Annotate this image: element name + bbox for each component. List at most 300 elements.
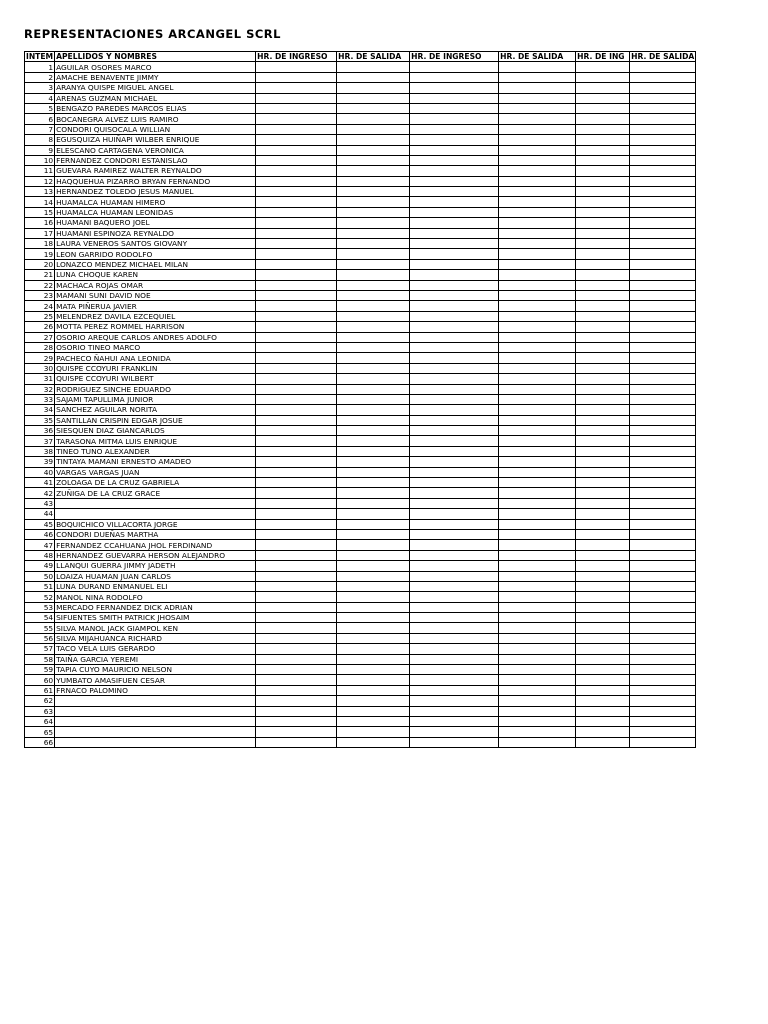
time-cell[interactable]	[256, 696, 337, 706]
time-cell[interactable]	[499, 696, 576, 706]
time-cell[interactable]	[256, 571, 337, 581]
time-cell[interactable]	[337, 228, 410, 238]
time-cell[interactable]	[576, 737, 630, 747]
time-cell[interactable]	[499, 166, 576, 176]
time-cell[interactable]	[337, 675, 410, 685]
time-cell[interactable]	[499, 207, 576, 217]
time-cell[interactable]	[576, 249, 630, 259]
time-cell[interactable]	[337, 633, 410, 643]
time-cell[interactable]	[499, 353, 576, 363]
time-cell[interactable]	[256, 737, 337, 747]
time-cell[interactable]	[410, 374, 499, 384]
time-cell[interactable]	[499, 717, 576, 727]
time-cell[interactable]	[256, 498, 337, 508]
time-cell[interactable]	[337, 436, 410, 446]
time-cell[interactable]	[576, 592, 630, 602]
time-cell[interactable]	[410, 498, 499, 508]
time-cell[interactable]	[410, 218, 499, 228]
time-cell[interactable]	[410, 363, 499, 373]
time-cell[interactable]	[576, 145, 630, 155]
time-cell[interactable]	[337, 166, 410, 176]
time-cell[interactable]	[499, 467, 576, 477]
time-cell[interactable]	[410, 249, 499, 259]
time-cell[interactable]	[410, 426, 499, 436]
time-cell[interactable]	[576, 540, 630, 550]
time-cell[interactable]	[499, 270, 576, 280]
time-cell[interactable]	[630, 72, 696, 82]
time-cell[interactable]	[256, 135, 337, 145]
time-cell[interactable]	[410, 457, 499, 467]
time-cell[interactable]	[576, 280, 630, 290]
time-cell[interactable]	[256, 706, 337, 716]
time-cell[interactable]	[499, 737, 576, 747]
time-cell[interactable]	[499, 509, 576, 519]
time-cell[interactable]	[410, 509, 499, 519]
time-cell[interactable]	[410, 83, 499, 93]
time-cell[interactable]	[337, 290, 410, 300]
time-cell[interactable]	[499, 457, 576, 467]
time-cell[interactable]	[410, 467, 499, 477]
time-cell[interactable]	[576, 322, 630, 332]
time-cell[interactable]	[630, 166, 696, 176]
time-cell[interactable]	[630, 623, 696, 633]
time-cell[interactable]	[499, 550, 576, 560]
time-cell[interactable]	[337, 405, 410, 415]
time-cell[interactable]	[337, 374, 410, 384]
time-cell[interactable]	[630, 155, 696, 165]
time-cell[interactable]	[630, 270, 696, 280]
time-cell[interactable]	[410, 488, 499, 498]
time-cell[interactable]	[630, 529, 696, 539]
time-cell[interactable]	[499, 322, 576, 332]
time-cell[interactable]	[256, 384, 337, 394]
time-cell[interactable]	[576, 301, 630, 311]
time-cell[interactable]	[337, 727, 410, 737]
time-cell[interactable]	[576, 426, 630, 436]
time-cell[interactable]	[410, 519, 499, 529]
time-cell[interactable]	[410, 322, 499, 332]
time-cell[interactable]	[576, 197, 630, 207]
time-cell[interactable]	[499, 124, 576, 134]
time-cell[interactable]	[337, 529, 410, 539]
time-cell[interactable]	[499, 62, 576, 72]
time-cell[interactable]	[499, 675, 576, 685]
time-cell[interactable]	[337, 332, 410, 342]
time-cell[interactable]	[630, 249, 696, 259]
time-cell[interactable]	[256, 280, 337, 290]
time-cell[interactable]	[630, 706, 696, 716]
time-cell[interactable]	[410, 446, 499, 456]
time-cell[interactable]	[256, 561, 337, 571]
time-cell[interactable]	[576, 685, 630, 695]
time-cell[interactable]	[499, 405, 576, 415]
time-cell[interactable]	[630, 62, 696, 72]
time-cell[interactable]	[630, 519, 696, 529]
time-cell[interactable]	[337, 706, 410, 716]
time-cell[interactable]	[256, 145, 337, 155]
time-cell[interactable]	[256, 602, 337, 612]
time-cell[interactable]	[410, 561, 499, 571]
time-cell[interactable]	[256, 394, 337, 404]
time-cell[interactable]	[630, 457, 696, 467]
time-cell[interactable]	[499, 665, 576, 675]
time-cell[interactable]	[337, 207, 410, 217]
time-cell[interactable]	[337, 311, 410, 321]
time-cell[interactable]	[256, 124, 337, 134]
time-cell[interactable]	[410, 155, 499, 165]
time-cell[interactable]	[576, 103, 630, 113]
time-cell[interactable]	[499, 301, 576, 311]
time-cell[interactable]	[499, 581, 576, 591]
time-cell[interactable]	[499, 259, 576, 269]
time-cell[interactable]	[337, 561, 410, 571]
time-cell[interactable]	[630, 665, 696, 675]
time-cell[interactable]	[576, 374, 630, 384]
time-cell[interactable]	[576, 436, 630, 446]
time-cell[interactable]	[337, 737, 410, 747]
time-cell[interactable]	[410, 176, 499, 186]
time-cell[interactable]	[337, 540, 410, 550]
time-cell[interactable]	[410, 717, 499, 727]
time-cell[interactable]	[630, 135, 696, 145]
time-cell[interactable]	[576, 727, 630, 737]
time-cell[interactable]	[630, 83, 696, 93]
time-cell[interactable]	[630, 290, 696, 300]
time-cell[interactable]	[576, 644, 630, 654]
time-cell[interactable]	[499, 394, 576, 404]
time-cell[interactable]	[630, 415, 696, 425]
time-cell[interactable]	[256, 72, 337, 82]
time-cell[interactable]	[256, 83, 337, 93]
time-cell[interactable]	[410, 675, 499, 685]
time-cell[interactable]	[410, 665, 499, 675]
time-cell[interactable]	[576, 342, 630, 352]
time-cell[interactable]	[576, 550, 630, 560]
time-cell[interactable]	[630, 394, 696, 404]
time-cell[interactable]	[256, 675, 337, 685]
time-cell[interactable]	[410, 270, 499, 280]
time-cell[interactable]	[576, 207, 630, 217]
time-cell[interactable]	[410, 93, 499, 103]
time-cell[interactable]	[499, 654, 576, 664]
time-cell[interactable]	[630, 114, 696, 124]
time-cell[interactable]	[499, 363, 576, 373]
time-cell[interactable]	[256, 467, 337, 477]
time-cell[interactable]	[576, 93, 630, 103]
time-cell[interactable]	[576, 62, 630, 72]
time-cell[interactable]	[410, 207, 499, 217]
time-cell[interactable]	[630, 176, 696, 186]
time-cell[interactable]	[630, 467, 696, 477]
time-cell[interactable]	[576, 83, 630, 93]
time-cell[interactable]	[499, 613, 576, 623]
time-cell[interactable]	[337, 218, 410, 228]
time-cell[interactable]	[630, 426, 696, 436]
time-cell[interactable]	[337, 644, 410, 654]
time-cell[interactable]	[499, 706, 576, 716]
time-cell[interactable]	[337, 353, 410, 363]
time-cell[interactable]	[410, 696, 499, 706]
time-cell[interactable]	[576, 623, 630, 633]
time-cell[interactable]	[410, 239, 499, 249]
time-cell[interactable]	[337, 62, 410, 72]
time-cell[interactable]	[337, 259, 410, 269]
time-cell[interactable]	[256, 155, 337, 165]
time-cell[interactable]	[410, 145, 499, 155]
time-cell[interactable]	[630, 280, 696, 290]
time-cell[interactable]	[256, 644, 337, 654]
time-cell[interactable]	[576, 571, 630, 581]
time-cell[interactable]	[499, 727, 576, 737]
time-cell[interactable]	[576, 706, 630, 716]
time-cell[interactable]	[576, 519, 630, 529]
time-cell[interactable]	[576, 290, 630, 300]
time-cell[interactable]	[576, 509, 630, 519]
time-cell[interactable]	[410, 114, 499, 124]
time-cell[interactable]	[630, 675, 696, 685]
time-cell[interactable]	[576, 124, 630, 134]
time-cell[interactable]	[499, 644, 576, 654]
time-cell[interactable]	[630, 540, 696, 550]
time-cell[interactable]	[630, 602, 696, 612]
time-cell[interactable]	[256, 342, 337, 352]
time-cell[interactable]	[256, 405, 337, 415]
time-cell[interactable]	[576, 363, 630, 373]
time-cell[interactable]	[256, 415, 337, 425]
time-cell[interactable]	[499, 571, 576, 581]
time-cell[interactable]	[499, 176, 576, 186]
time-cell[interactable]	[337, 509, 410, 519]
time-cell[interactable]	[410, 342, 499, 352]
time-cell[interactable]	[410, 550, 499, 560]
time-cell[interactable]	[576, 478, 630, 488]
time-cell[interactable]	[256, 93, 337, 103]
time-cell[interactable]	[337, 685, 410, 695]
time-cell[interactable]	[256, 176, 337, 186]
time-cell[interactable]	[630, 322, 696, 332]
time-cell[interactable]	[256, 665, 337, 675]
time-cell[interactable]	[337, 581, 410, 591]
time-cell[interactable]	[337, 426, 410, 436]
time-cell[interactable]	[630, 301, 696, 311]
time-cell[interactable]	[630, 145, 696, 155]
time-cell[interactable]	[256, 488, 337, 498]
time-cell[interactable]	[576, 498, 630, 508]
time-cell[interactable]	[576, 394, 630, 404]
time-cell[interactable]	[499, 519, 576, 529]
time-cell[interactable]	[410, 633, 499, 643]
time-cell[interactable]	[576, 239, 630, 249]
time-cell[interactable]	[337, 145, 410, 155]
time-cell[interactable]	[576, 187, 630, 197]
time-cell[interactable]	[576, 581, 630, 591]
time-cell[interactable]	[499, 114, 576, 124]
time-cell[interactable]	[337, 717, 410, 727]
time-cell[interactable]	[410, 62, 499, 72]
time-cell[interactable]	[630, 509, 696, 519]
time-cell[interactable]	[499, 239, 576, 249]
time-cell[interactable]	[576, 155, 630, 165]
time-cell[interactable]	[576, 529, 630, 539]
time-cell[interactable]	[256, 259, 337, 269]
time-cell[interactable]	[256, 426, 337, 436]
time-cell[interactable]	[256, 633, 337, 643]
time-cell[interactable]	[256, 509, 337, 519]
time-cell[interactable]	[630, 228, 696, 238]
time-cell[interactable]	[499, 488, 576, 498]
time-cell[interactable]	[576, 114, 630, 124]
time-cell[interactable]	[630, 124, 696, 134]
time-cell[interactable]	[256, 478, 337, 488]
time-cell[interactable]	[630, 488, 696, 498]
time-cell[interactable]	[499, 478, 576, 488]
time-cell[interactable]	[630, 384, 696, 394]
time-cell[interactable]	[410, 529, 499, 539]
time-cell[interactable]	[337, 415, 410, 425]
time-cell[interactable]	[337, 467, 410, 477]
time-cell[interactable]	[410, 394, 499, 404]
time-cell[interactable]	[337, 623, 410, 633]
time-cell[interactable]	[337, 550, 410, 560]
time-cell[interactable]	[256, 332, 337, 342]
time-cell[interactable]	[256, 623, 337, 633]
time-cell[interactable]	[499, 83, 576, 93]
time-cell[interactable]	[256, 62, 337, 72]
time-cell[interactable]	[576, 405, 630, 415]
time-cell[interactable]	[337, 301, 410, 311]
time-cell[interactable]	[256, 613, 337, 623]
time-cell[interactable]	[410, 436, 499, 446]
time-cell[interactable]	[630, 374, 696, 384]
time-cell[interactable]	[337, 363, 410, 373]
time-cell[interactable]	[576, 602, 630, 612]
time-cell[interactable]	[410, 124, 499, 134]
time-cell[interactable]	[410, 332, 499, 342]
time-cell[interactable]	[256, 353, 337, 363]
time-cell[interactable]	[410, 197, 499, 207]
time-cell[interactable]	[410, 727, 499, 737]
time-cell[interactable]	[337, 665, 410, 675]
time-cell[interactable]	[337, 654, 410, 664]
time-cell[interactable]	[576, 415, 630, 425]
time-cell[interactable]	[337, 613, 410, 623]
time-cell[interactable]	[256, 654, 337, 664]
time-cell[interactable]	[499, 197, 576, 207]
time-cell[interactable]	[499, 72, 576, 82]
time-cell[interactable]	[499, 135, 576, 145]
time-cell[interactable]	[337, 197, 410, 207]
time-cell[interactable]	[576, 259, 630, 269]
time-cell[interactable]	[337, 602, 410, 612]
time-cell[interactable]	[410, 602, 499, 612]
time-cell[interactable]	[630, 197, 696, 207]
time-cell[interactable]	[256, 550, 337, 560]
time-cell[interactable]	[337, 322, 410, 332]
time-cell[interactable]	[256, 290, 337, 300]
time-cell[interactable]	[337, 478, 410, 488]
time-cell[interactable]	[337, 342, 410, 352]
time-cell[interactable]	[337, 696, 410, 706]
time-cell[interactable]	[337, 446, 410, 456]
time-cell[interactable]	[256, 197, 337, 207]
time-cell[interactable]	[256, 592, 337, 602]
time-cell[interactable]	[410, 685, 499, 695]
time-cell[interactable]	[256, 301, 337, 311]
time-cell[interactable]	[410, 478, 499, 488]
time-cell[interactable]	[630, 633, 696, 643]
time-cell[interactable]	[630, 654, 696, 664]
time-cell[interactable]	[630, 259, 696, 269]
time-cell[interactable]	[337, 155, 410, 165]
time-cell[interactable]	[499, 633, 576, 643]
time-cell[interactable]	[256, 166, 337, 176]
time-cell[interactable]	[410, 103, 499, 113]
time-cell[interactable]	[499, 540, 576, 550]
time-cell[interactable]	[630, 737, 696, 747]
time-cell[interactable]	[337, 488, 410, 498]
time-cell[interactable]	[576, 561, 630, 571]
time-cell[interactable]	[337, 176, 410, 186]
time-cell[interactable]	[576, 72, 630, 82]
time-cell[interactable]	[499, 228, 576, 238]
time-cell[interactable]	[499, 311, 576, 321]
time-cell[interactable]	[499, 332, 576, 342]
time-cell[interactable]	[499, 155, 576, 165]
time-cell[interactable]	[337, 592, 410, 602]
time-cell[interactable]	[410, 613, 499, 623]
time-cell[interactable]	[630, 717, 696, 727]
time-cell[interactable]	[499, 529, 576, 539]
time-cell[interactable]	[630, 187, 696, 197]
time-cell[interactable]	[630, 218, 696, 228]
time-cell[interactable]	[410, 415, 499, 425]
time-cell[interactable]	[337, 72, 410, 82]
time-cell[interactable]	[630, 93, 696, 103]
time-cell[interactable]	[256, 103, 337, 113]
time-cell[interactable]	[256, 363, 337, 373]
time-cell[interactable]	[256, 322, 337, 332]
time-cell[interactable]	[337, 571, 410, 581]
time-cell[interactable]	[630, 239, 696, 249]
time-cell[interactable]	[630, 436, 696, 446]
time-cell[interactable]	[337, 270, 410, 280]
time-cell[interactable]	[630, 696, 696, 706]
time-cell[interactable]	[337, 280, 410, 290]
time-cell[interactable]	[337, 124, 410, 134]
time-cell[interactable]	[256, 685, 337, 695]
time-cell[interactable]	[499, 93, 576, 103]
time-cell[interactable]	[499, 436, 576, 446]
time-cell[interactable]	[499, 498, 576, 508]
time-cell[interactable]	[630, 207, 696, 217]
time-cell[interactable]	[576, 353, 630, 363]
time-cell[interactable]	[630, 644, 696, 654]
time-cell[interactable]	[256, 717, 337, 727]
time-cell[interactable]	[256, 540, 337, 550]
time-cell[interactable]	[576, 228, 630, 238]
time-cell[interactable]	[630, 342, 696, 352]
time-cell[interactable]	[630, 478, 696, 488]
time-cell[interactable]	[256, 727, 337, 737]
time-cell[interactable]	[256, 311, 337, 321]
time-cell[interactable]	[256, 374, 337, 384]
time-cell[interactable]	[499, 249, 576, 259]
time-cell[interactable]	[576, 218, 630, 228]
time-cell[interactable]	[256, 581, 337, 591]
time-cell[interactable]	[337, 114, 410, 124]
time-cell[interactable]	[410, 706, 499, 716]
time-cell[interactable]	[576, 270, 630, 280]
